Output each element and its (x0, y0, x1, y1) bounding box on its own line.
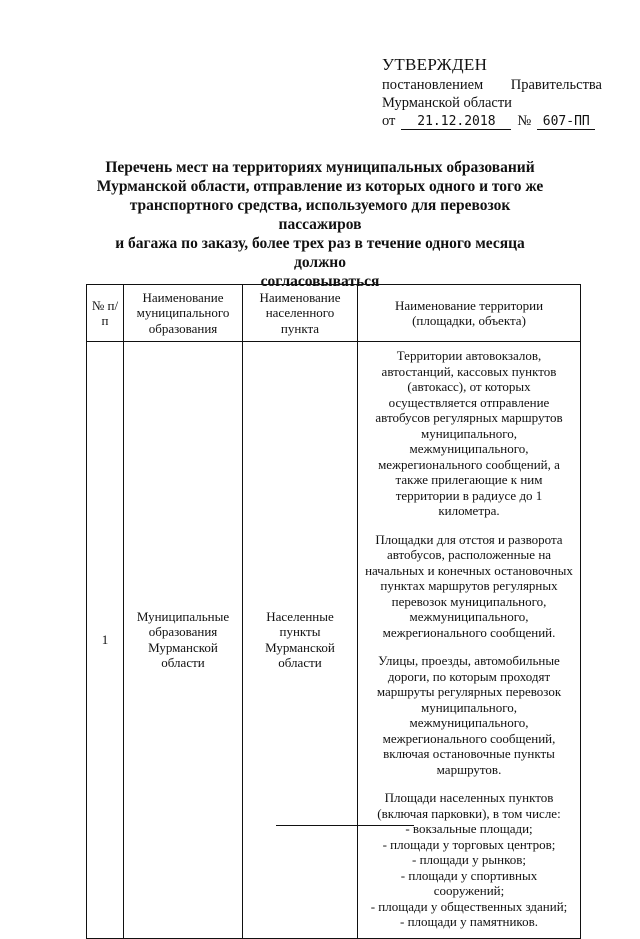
cell-num: 1 (87, 342, 124, 939)
title-line: согласовываться (260, 273, 380, 290)
approval-date-line (382, 112, 602, 130)
header-num: № п/п (87, 285, 124, 342)
title-line: транспортного средства, используемого для перевозок пассажиров (129, 197, 511, 233)
document-title (90, 158, 550, 291)
squares-item: - площади у памятников. (400, 914, 538, 929)
squares-item: - площади у рынков; (412, 852, 526, 867)
approval-number: 607-ПП (537, 114, 595, 130)
squares-item: - площади у общественных зданий; (370, 898, 568, 914)
territory-paragraph: Площадки для отстоя и разворота автобусов, расположенные на начальных и конечных остановочных пунктах маршрутов регулярных перевозок муниципального, межмуниципального, межрегионального сообщений. (365, 531, 573, 640)
number-prefix: № (517, 113, 532, 129)
title-line: и багажа по заказу, более трех раз в течение одного месяца должно (115, 235, 525, 271)
title-line: Мурманской области, отправление из которых одного и того же (96, 178, 544, 195)
squares-item: - площади у торговых центров; (382, 836, 556, 852)
territory-paragraph: Улицы, проезды, автомобильные дороги, по которым проходят маршруты регулярных перевозок муниципального, межмуниципального, межрегионального сообщений, включая остановочные пункты маршрутов. (376, 653, 562, 777)
approval-date: 21.12.2018 (401, 114, 511, 130)
squares-intro: Площади населенных пунктов (включая парковки), в том числе: (377, 790, 561, 821)
table-row (87, 342, 581, 939)
approval-line-1-b: Правительства (510, 77, 602, 93)
approval-heading: УТВЕРЖДЕН (382, 55, 488, 74)
squares-block (364, 790, 574, 930)
approval-block (382, 56, 602, 130)
cell-territory (358, 342, 581, 939)
approval-line-2: Мурманской области (382, 95, 512, 111)
cell-settlement: Населенные пункты Мурманской области (243, 342, 358, 939)
squares-item: - вокзальные площади; (405, 821, 533, 836)
date-prefix: от (382, 113, 396, 129)
approval-line-1 (382, 76, 602, 94)
header-municipality: Наименование муниципального образования (124, 285, 243, 342)
title-line: Перечень мест на территориях муниципальных образований (105, 159, 535, 176)
cell-municipality: Муниципальные образования Мурманской области (124, 342, 243, 939)
table-header-row (87, 285, 581, 342)
approval-line-1-a: постановлением (382, 77, 484, 93)
header-territory: Наименование территории (площадки, объекта) (358, 285, 581, 342)
header-settlement: Наименование населенного пункта (243, 285, 358, 342)
places-table (86, 284, 581, 939)
closing-divider (276, 825, 414, 826)
territory-paragraph: Территории автовокзалов, автостанций, кассовых пунктов (автокасс), от которых осуществляется отправление автобусов регулярных маршрутов муниципального, межмуниципального, межрегионального сообщений, а также прилегающие к ним территории в радиусе до 1 километра. (375, 348, 563, 518)
squares-item: - площади у спортивных сооружений; (400, 867, 538, 898)
